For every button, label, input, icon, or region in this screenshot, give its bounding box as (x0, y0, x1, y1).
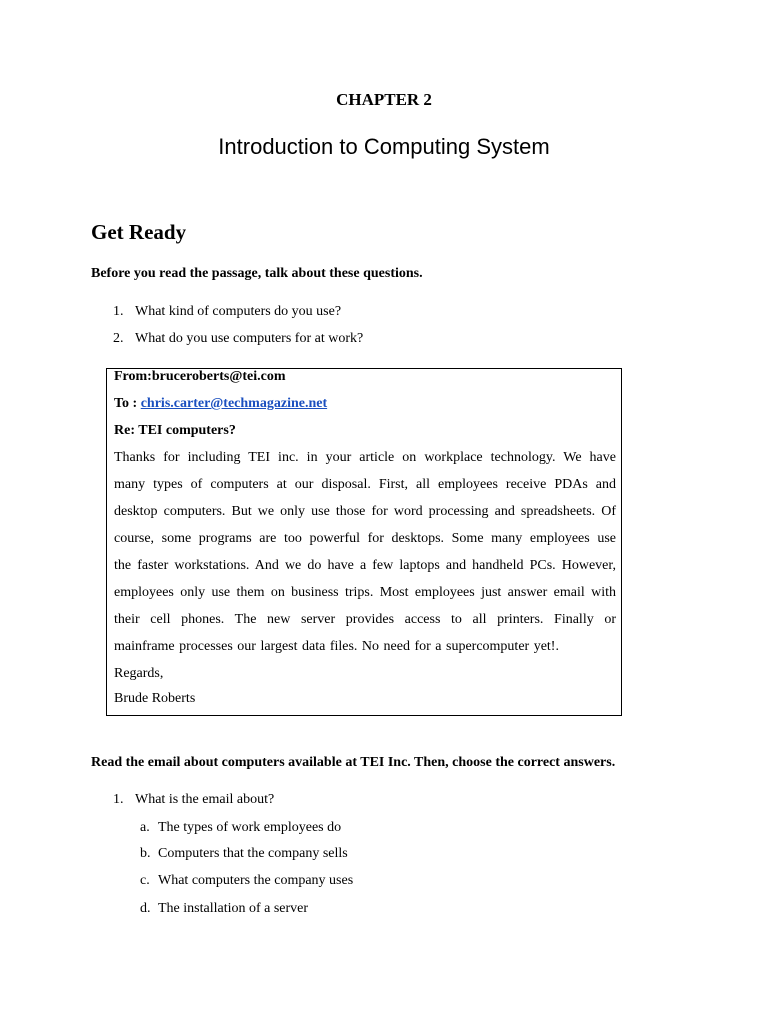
section-heading: Get Ready (91, 220, 187, 244)
page-title: Introduction to Computing System (218, 134, 550, 159)
email-to-label: To : (114, 396, 138, 411)
option-text: The types of work employees do (158, 820, 342, 835)
option-text: What computers the company uses (158, 873, 354, 888)
email-box (106, 368, 622, 716)
option-letter: a. (140, 820, 150, 835)
email-body-line: mainframe processes our largest data files. No need for a supercomputer yet!. (114, 639, 559, 654)
email-body-line: many types of computers at our disposal. First, all employees receive PDAs and (114, 477, 616, 492)
email-subject: Re: TEI computers? (114, 423, 236, 438)
reading-instruction: Read the email about computers available at TEI Inc. Then, choose the correct answers. (91, 755, 616, 770)
option-text: The installation of a server (158, 901, 309, 916)
discussion-instruction: Before you read the passage, talk about these questions. (91, 266, 423, 281)
email-closing: Regards, (114, 666, 164, 681)
email-to-line (114, 396, 327, 412)
question-text: What do you use computers for at work? (135, 331, 364, 346)
email-signature: Brude Roberts (114, 691, 196, 706)
option-letter: b. (140, 846, 151, 861)
email-body-line: employees only use them on business trips. Most employees just answer email with (114, 585, 616, 600)
question-number: 2. (113, 331, 124, 346)
email-body-line: Thanks for including TEI inc. in your article on workplace technology. We have (114, 450, 616, 465)
email-from: From:bruceroberts@tei.com (114, 369, 286, 384)
email-to-link[interactable]: chris.carter@techmagazine.net (140, 396, 328, 411)
question-number: 1. (113, 792, 124, 807)
email-body-line: the faster workstations. And we do have a few laptops and handheld PCs. However, (114, 558, 616, 573)
option-letter: c. (140, 873, 150, 888)
email-body-line: their cell phones. The new server provides access to all printers. Finally or (114, 612, 616, 627)
option-text: Computers that the company sells (158, 846, 348, 861)
chapter-label: CHAPTER 2 (336, 90, 432, 109)
question-number: 1. (113, 304, 124, 319)
email-body-line: desktop computers. But we only use those for word processing and spreadsheets. Of (114, 504, 616, 519)
email-body-line: course, some programs are too powerful for desktops. Some many employees use (114, 531, 616, 546)
question-text: What is the email about? (135, 792, 275, 807)
question-text: What kind of computers do you use? (135, 304, 342, 319)
option-letter: d. (140, 901, 151, 916)
